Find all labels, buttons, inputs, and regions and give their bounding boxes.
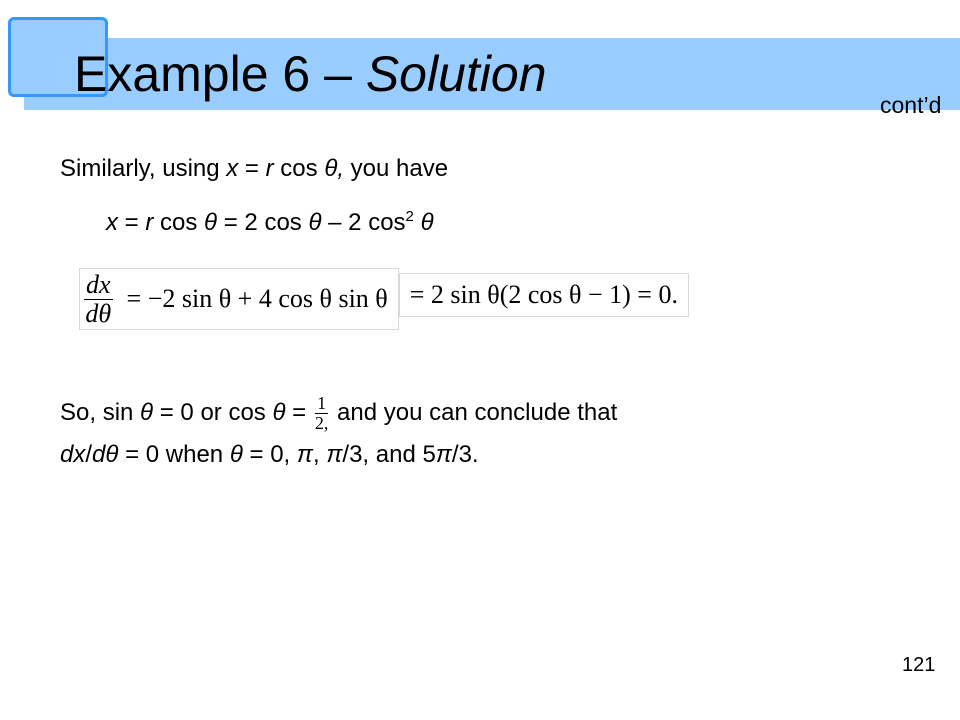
derivative-equation xyxy=(79,268,689,330)
text-span xyxy=(414,209,421,236)
text-span: cos xyxy=(153,209,205,236)
var-dx: dx xyxy=(60,441,86,468)
var-r: r xyxy=(145,209,154,236)
page-number: 121 xyxy=(902,654,936,676)
text-span: = xyxy=(238,155,266,182)
text-line-1 xyxy=(60,154,448,184)
equation-line-x xyxy=(106,208,434,238)
var-pi: π xyxy=(435,441,452,468)
text-span: = xyxy=(118,209,146,236)
title-italic: Solution xyxy=(365,46,547,102)
equation-expression-1: = −2 sin θ + 4 cos θ sin θ xyxy=(126,284,388,313)
var-pi: π xyxy=(326,441,343,468)
one-half-fraction xyxy=(315,394,329,433)
var-theta: θ, xyxy=(324,155,344,182)
var-dtheta: dθ xyxy=(92,441,119,468)
slide-title xyxy=(74,42,547,106)
equation-part-1 xyxy=(79,268,399,330)
text-line-3 xyxy=(60,394,617,433)
text-span: So, sin xyxy=(60,398,141,426)
text-span: = xyxy=(285,398,313,426)
var-theta: θ xyxy=(308,209,322,236)
derivative-fraction xyxy=(84,271,113,328)
var-x: x xyxy=(226,155,239,182)
text-span: Similarly, using xyxy=(60,155,227,182)
text-line-4 xyxy=(60,440,479,470)
fraction-denominator: 2, xyxy=(314,413,329,433)
text-span: cos xyxy=(273,155,325,182)
fraction-numerator: 1 xyxy=(317,393,327,413)
var-theta: θ xyxy=(420,209,434,236)
var-theta: θ xyxy=(229,441,243,468)
var-theta: θ xyxy=(140,398,154,426)
fraction-denominator: dθ xyxy=(85,298,112,328)
text-span: , xyxy=(312,441,327,468)
equation-part-2 xyxy=(399,273,689,317)
text-span: = 0, xyxy=(242,441,297,468)
text-span: = 0 or cos xyxy=(153,398,273,426)
text-span: = 2 cos xyxy=(217,209,309,236)
var-x: x xyxy=(106,209,118,236)
text-span: /3. xyxy=(451,441,479,468)
equation-expression-2: = 2 sin θ(2 cos θ − 1) = 0. xyxy=(409,280,678,309)
text-span: and you can conclude that xyxy=(330,398,618,426)
text-span: = 0 when xyxy=(118,441,230,468)
continued-label: cont’d xyxy=(880,92,942,118)
var-pi: π xyxy=(296,441,313,468)
text-span: you have xyxy=(344,155,449,182)
fraction-numerator: dx xyxy=(86,269,111,299)
text-span: /3, and 5 xyxy=(342,441,436,468)
var-r: r xyxy=(265,155,274,182)
text-span: – 2 cos xyxy=(321,209,406,236)
exponent: 2 xyxy=(405,208,414,225)
var-theta: θ xyxy=(204,209,218,236)
var-theta: θ xyxy=(272,398,286,426)
text-span: / xyxy=(85,441,93,468)
title-main: Example 6 – xyxy=(74,46,366,102)
